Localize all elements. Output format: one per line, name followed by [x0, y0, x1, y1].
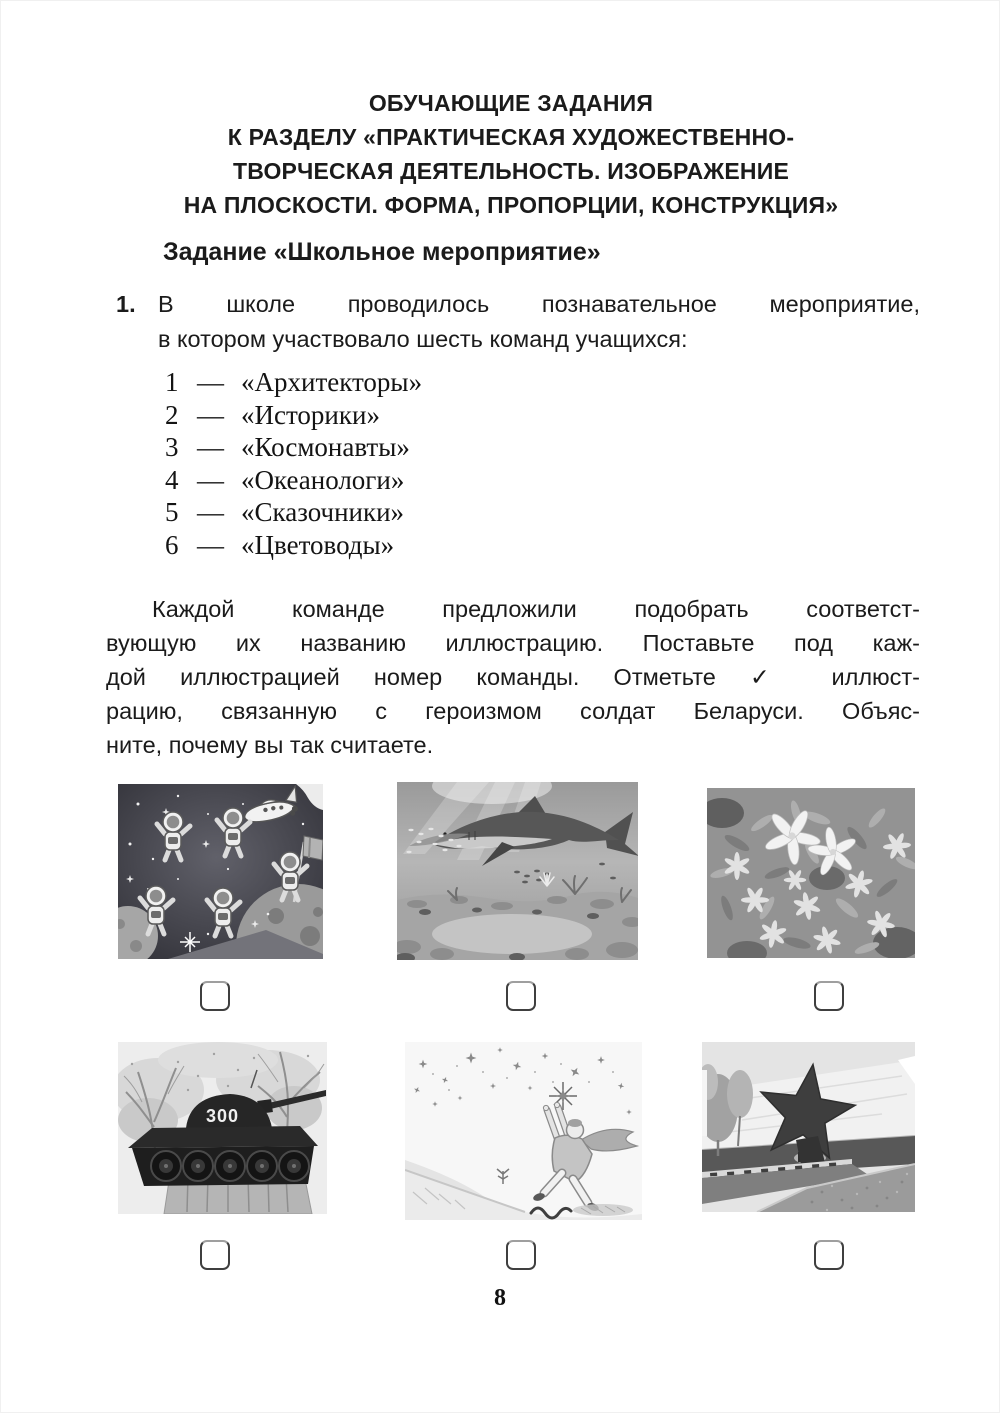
- team-item: [165, 529, 422, 562]
- figure-little-prince: [405, 1042, 642, 1220]
- star-memorial-image: [702, 1042, 915, 1212]
- team-name: «Космонавты»: [241, 432, 410, 462]
- team-name: «Сказочники»: [241, 497, 405, 527]
- tank-number-label: 300: [206, 1106, 240, 1126]
- heading-line: К РАЗДЕЛУ «ПРАКТИЧЕСКАЯ ХУДОЖЕСТВЕННО-: [227, 124, 795, 150]
- task-line: В школе проводилось познавательное мероприятие,: [158, 291, 920, 317]
- instruction-line: ните, почему вы так считаете.: [106, 732, 434, 758]
- team-name: «Океанологи»: [241, 464, 405, 495]
- dash: —: [197, 367, 224, 397]
- page-number: 8: [494, 1285, 506, 1311]
- dash: —: [197, 464, 224, 495]
- team-name: «Историки»: [241, 399, 380, 430]
- instruction-line: Каждой команде предложили подобрать соответст-: [152, 596, 920, 622]
- team-number: 3: [165, 432, 179, 462]
- team-item: [165, 399, 422, 432]
- figure-ocean-shark: [397, 782, 638, 960]
- heading-line: НА ПЛОСКОСТИ. ФОРМА, ПРОПОРЦИИ, КОНСТРУКЦИЯ»: [183, 192, 839, 218]
- team-name: «Цветоводы»: [241, 529, 395, 560]
- team-name: «Архитекторы»: [241, 367, 423, 397]
- task-1: [106, 287, 920, 357]
- figure-star-memorial: [702, 1042, 915, 1212]
- dash: —: [197, 399, 224, 430]
- tank-image: [118, 1042, 327, 1214]
- answer-checkbox-6[interactable]: [814, 1240, 844, 1270]
- team-item: [165, 464, 422, 497]
- answer-checkbox-4[interactable]: [200, 1240, 230, 1270]
- instruction-line: рацию, связанную с героизмом солдат Беларуси. Объяс-: [106, 698, 920, 724]
- answer-checkbox-1[interactable]: [200, 981, 230, 1011]
- cosmonauts-image: [118, 784, 323, 959]
- team-item: [165, 496, 422, 529]
- heading-line: ОБУЧАЮЩИЕ ЗАДАНИЯ: [368, 90, 654, 116]
- team-number: 5: [165, 497, 179, 527]
- instruction-paragraph: [106, 592, 920, 762]
- heading-line: ТВОРЧЕСКАЯ ДЕЯТЕЛЬНОСТЬ. ИЗОБРАЖЕНИЕ: [232, 158, 789, 184]
- team-number: 1: [165, 367, 179, 397]
- dash: —: [197, 497, 224, 527]
- team-number: 2: [165, 399, 179, 430]
- dash: —: [197, 529, 224, 560]
- instruction-line: вующую их названию иллюстрацию. Поставьте под каж-: [106, 630, 920, 656]
- little-prince-image: [405, 1042, 642, 1220]
- task-number: 1.: [116, 291, 136, 317]
- team-number: 6: [165, 529, 179, 560]
- figure-tank-monument: [118, 1042, 327, 1214]
- figure-cosmonauts: [118, 784, 323, 959]
- dash: —: [197, 432, 224, 462]
- instruction-line: дой иллюстрацией номер команды. Отметьте ✓ иллюст-: [106, 664, 920, 690]
- task-title: Задание «Школьное мероприятие»: [163, 238, 601, 266]
- answer-checkbox-3[interactable]: [814, 981, 844, 1011]
- teams-list: [165, 366, 422, 561]
- team-number: 4: [165, 464, 179, 495]
- section-heading: [100, 86, 922, 222]
- flowers-image: [707, 788, 915, 958]
- shark-image: [397, 782, 638, 960]
- team-item: [165, 366, 422, 399]
- team-item: [165, 431, 422, 464]
- answer-checkbox-2[interactable]: [506, 981, 536, 1011]
- answer-checkbox-5[interactable]: [506, 1240, 536, 1270]
- figure-flowers: [707, 788, 915, 958]
- task-line: в котором участвовало шесть команд учащихся:: [158, 326, 688, 352]
